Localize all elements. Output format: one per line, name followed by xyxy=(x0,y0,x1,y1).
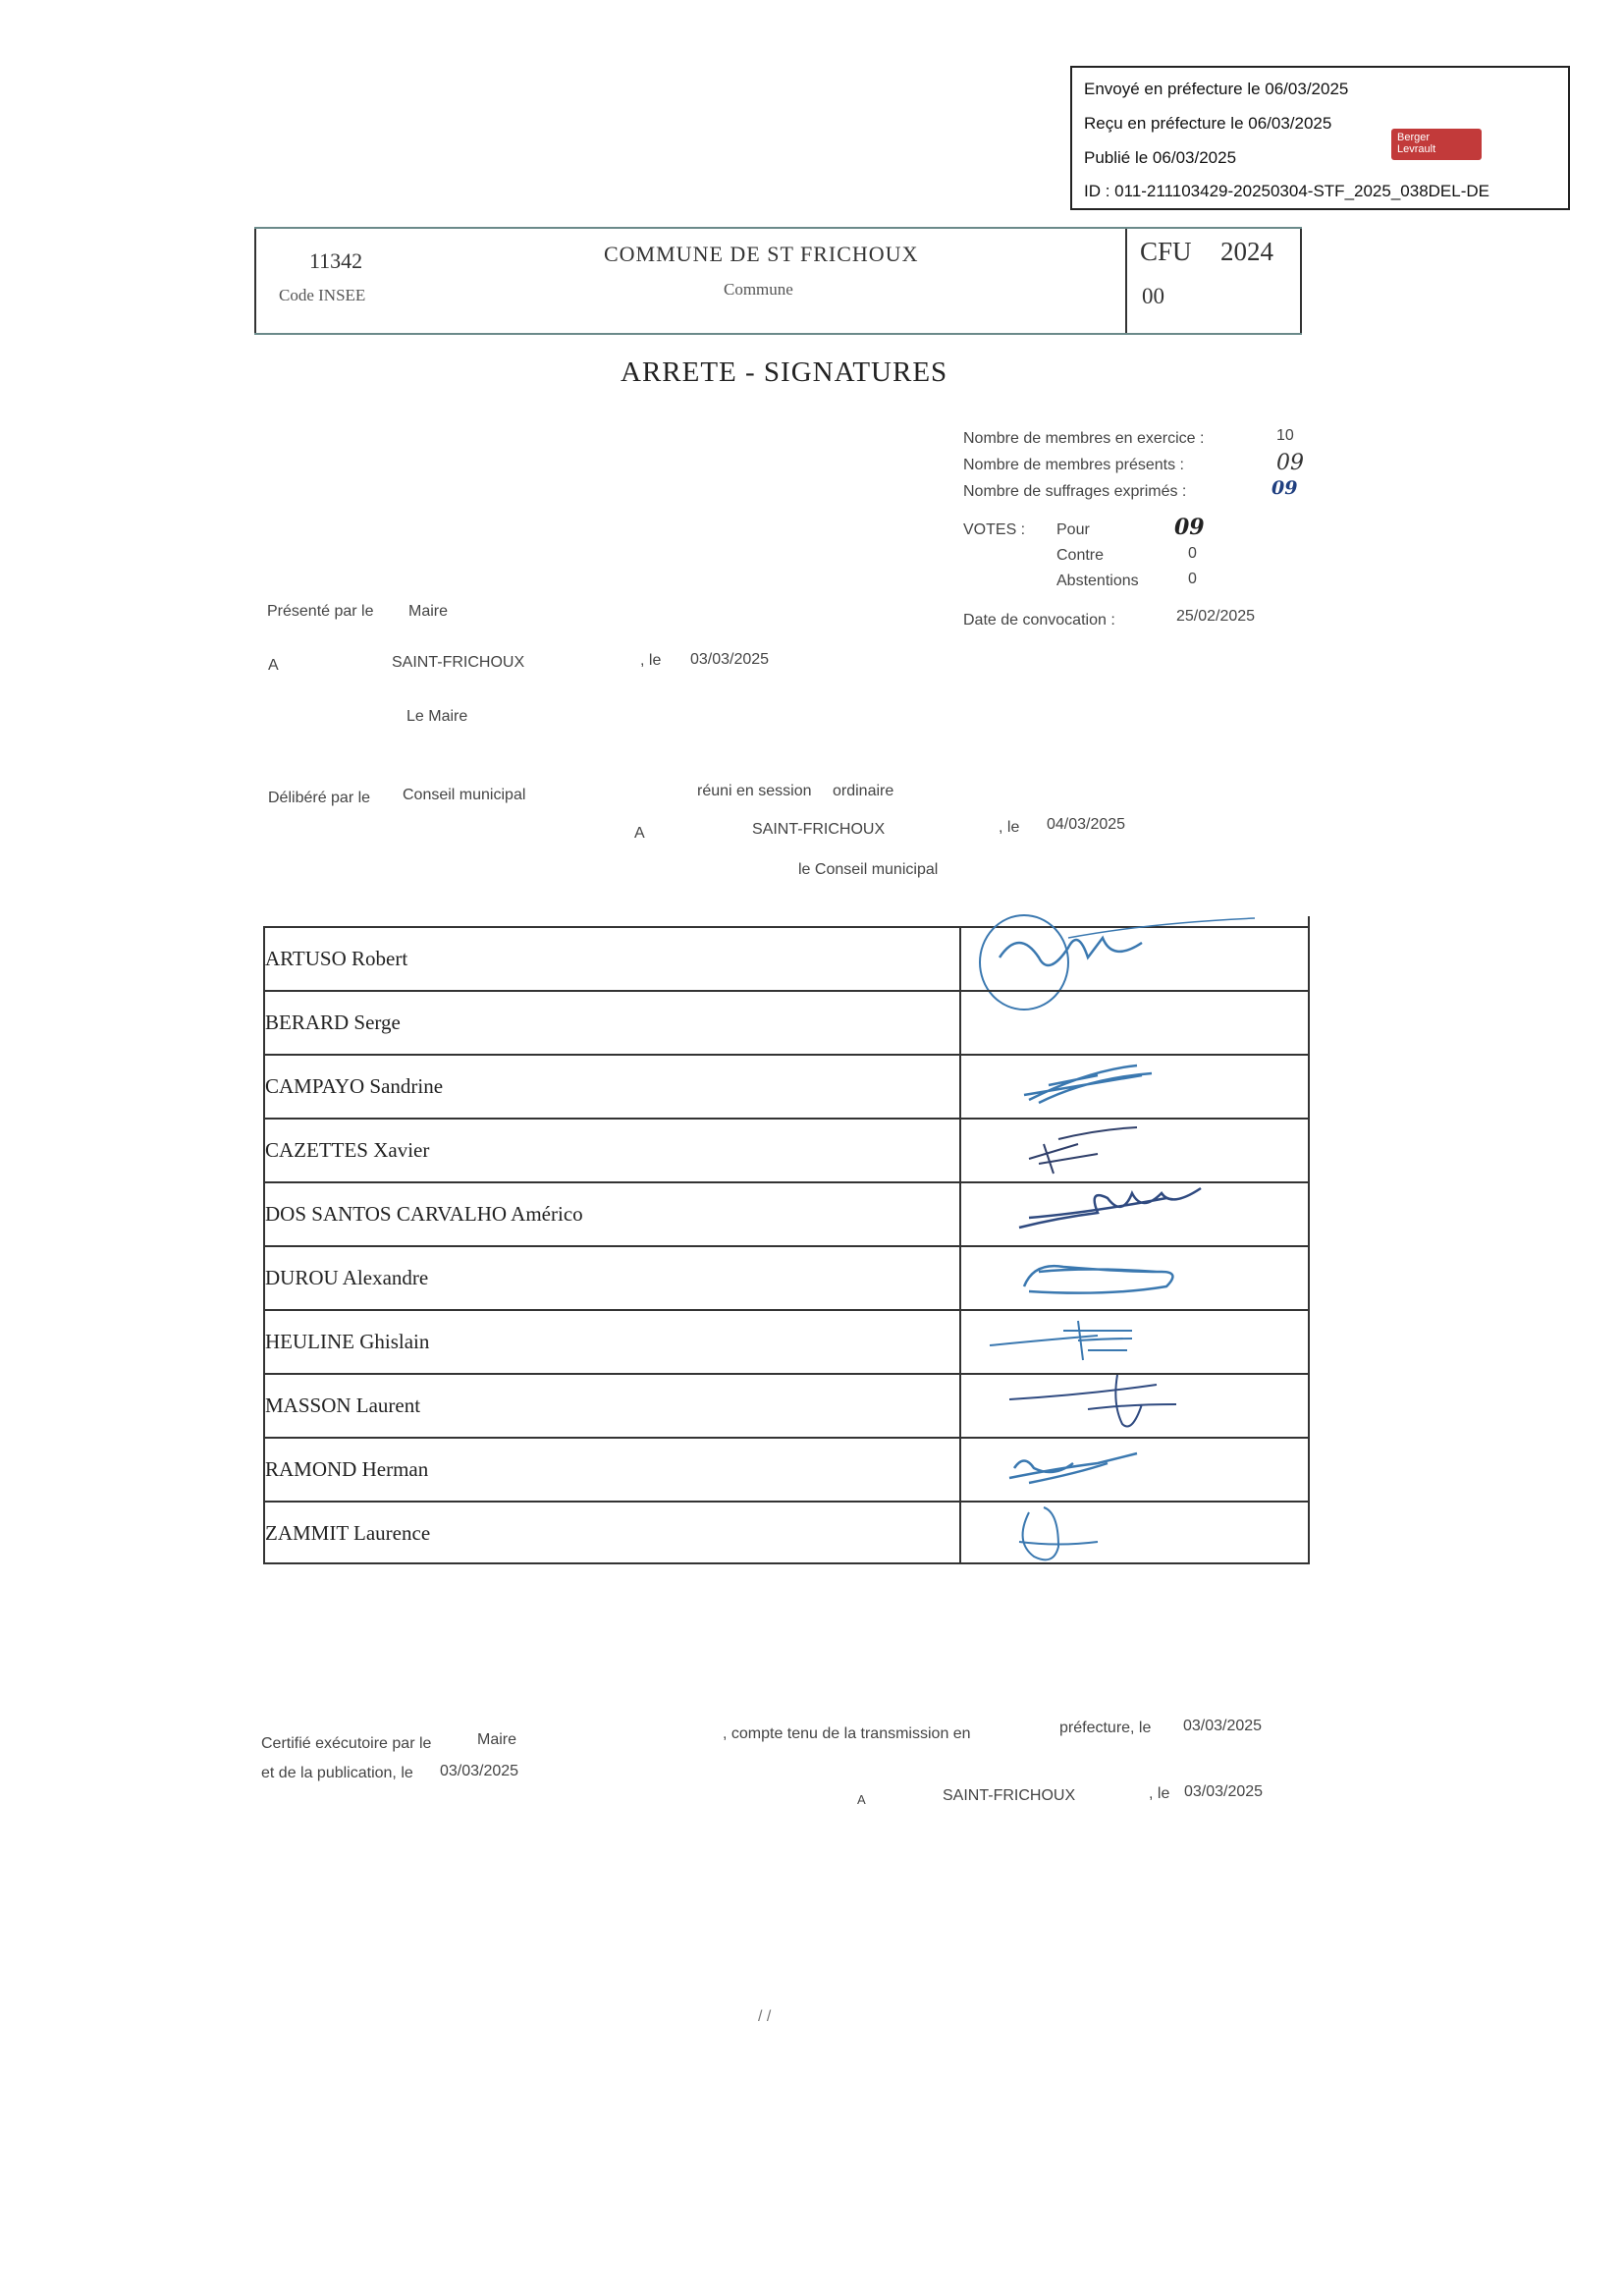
publication-label: et de la publication, le xyxy=(261,1765,413,1781)
signature-row xyxy=(263,926,1310,990)
signatory-name: MASSON Laurent xyxy=(265,1394,421,1417)
reuni-value: ordinaire xyxy=(833,783,894,799)
presentation-signataire: Le Maire xyxy=(406,708,468,725)
suffrages-label: Nombre de suffrages exprimés : xyxy=(963,483,1187,500)
signatory-name: ARTUSO Robert xyxy=(265,947,408,970)
signatory-name: DUROU Alexandre xyxy=(265,1266,429,1289)
votes-label: VOTES : xyxy=(963,521,1026,538)
signatory-name: RAMOND Herman xyxy=(265,1457,429,1481)
convocation-value: 25/02/2025 xyxy=(1176,608,1256,625)
membres-exercice-value: 10 xyxy=(1276,427,1294,444)
presente-value: Maire xyxy=(408,603,449,620)
deliberation-le-label: , le xyxy=(999,819,1020,836)
footer-le-label: , le xyxy=(1149,1785,1170,1802)
signature-zammit xyxy=(970,1503,1304,1564)
signatory-name: ZAMMIT Laurence xyxy=(265,1521,431,1545)
signature-row xyxy=(263,1501,1310,1564)
footer-a-label: A xyxy=(857,1792,866,1807)
abstentions-value: 0 xyxy=(1188,571,1197,587)
footer-date: 03/03/2025 xyxy=(1184,1783,1264,1800)
prefecture-label: préfecture, le xyxy=(1059,1720,1152,1736)
suffrages-value: 09 xyxy=(1271,477,1298,499)
page-number-mark: / / xyxy=(758,2008,772,2025)
certifie-value: Maire xyxy=(477,1731,517,1748)
handwritten-signature-9 xyxy=(970,1439,1304,1501)
signature-row xyxy=(263,990,1310,1054)
stamp-publie: Publié le 06/03/2025 xyxy=(1084,148,1237,167)
signature-dos-santos xyxy=(970,1183,1304,1245)
handwritten-signature-1 xyxy=(970,928,1304,990)
header-left-border xyxy=(254,229,256,333)
presentation-le-label: , le xyxy=(640,652,662,669)
handwritten-signature-8 xyxy=(970,1375,1304,1437)
presentation-place: SAINT-FRICHOUX xyxy=(392,654,525,671)
footer-place: SAINT-FRICHOUX xyxy=(943,1787,1076,1804)
signature-durou xyxy=(970,1247,1304,1309)
pour-value: 09 xyxy=(1174,515,1205,540)
commune-name: COMMUNE DE ST FRICHOUX xyxy=(604,242,919,266)
prefecture-stamp xyxy=(1070,66,1570,210)
doc-year: 2024 xyxy=(1220,237,1273,266)
signature-row xyxy=(263,1181,1310,1245)
signatory-name: DOS SANTOS CARVALHO Américo xyxy=(265,1202,583,1226)
signature-row xyxy=(263,1118,1310,1181)
signature-masson xyxy=(970,1375,1304,1437)
publication-date: 03/03/2025 xyxy=(440,1763,519,1779)
deliberation-date: 04/03/2025 xyxy=(1047,816,1126,833)
signatory-name: CAZETTES Xavier xyxy=(265,1138,430,1162)
handwritten-signature-6 xyxy=(970,1247,1304,1309)
signature-ramond xyxy=(970,1439,1304,1501)
commune-header xyxy=(254,227,1302,335)
berger-levrault-logo: Berger Levrault xyxy=(1391,129,1482,160)
contre-value: 0 xyxy=(1188,545,1197,562)
signature-artuso xyxy=(970,928,1304,990)
signature-campayo xyxy=(970,1056,1304,1118)
handwritten-signature-5 xyxy=(970,1183,1304,1245)
prefecture-date: 03/03/2025 xyxy=(1183,1718,1263,1734)
membres-exercice-label: Nombre de membres en exercice : xyxy=(963,430,1205,447)
convocation-label: Date de convocation : xyxy=(963,612,1115,629)
signature-cazettes xyxy=(970,1120,1304,1181)
presentation-a-label: A xyxy=(268,657,279,674)
membres-presents-label: Nombre de membres présents : xyxy=(963,457,1184,473)
signature-heuline xyxy=(970,1311,1304,1373)
certifie-label: Certifié exécutoire par le xyxy=(261,1735,432,1752)
deliberation-a-label: A xyxy=(634,825,645,842)
handwritten-signature-3 xyxy=(970,1056,1304,1118)
deliberation-signataire: le Conseil municipal xyxy=(798,861,939,878)
pour-label: Pour xyxy=(1056,521,1090,538)
insee-label: Code INSEE xyxy=(279,286,366,304)
handwritten-signature-4 xyxy=(970,1120,1304,1181)
signature-row xyxy=(263,1245,1310,1309)
contre-label: Contre xyxy=(1056,547,1105,564)
doc-version: 00 xyxy=(1142,284,1164,308)
signature-row xyxy=(263,1373,1310,1437)
signature-table xyxy=(263,926,1310,1564)
insee-code: 11342 xyxy=(309,248,363,273)
presentation-date: 03/03/2025 xyxy=(690,651,770,668)
signature-row xyxy=(263,1054,1310,1118)
handwritten-signature-10 xyxy=(970,1503,1304,1564)
signatory-name: BERARD Serge xyxy=(265,1011,401,1034)
doc-code: CFU xyxy=(1140,237,1192,266)
signatory-name: CAMPAYO Sandrine xyxy=(265,1074,444,1098)
signature-berard-empty xyxy=(970,992,1304,1054)
page-title: ARRETE - SIGNATURES xyxy=(621,356,948,388)
stamp-id: ID : 011-211103429-20250304-STF_2025_038DEL-DE xyxy=(1084,182,1490,200)
deliberation-place: SAINT-FRICHOUX xyxy=(752,821,886,838)
presente-label: Présenté par le xyxy=(267,603,374,620)
signatory-name: HEULINE Ghislain xyxy=(265,1330,430,1353)
membres-presents-value: 09 xyxy=(1276,451,1304,475)
stamp-envoye: Envoyé en préfecture le 06/03/2025 xyxy=(1084,80,1349,98)
signature-row xyxy=(263,1437,1310,1501)
handwritten-signature-7 xyxy=(970,1311,1304,1373)
signature-row xyxy=(263,1309,1310,1373)
delibere-label: Délibéré par le xyxy=(268,790,371,806)
stamp-recu: Reçu en préfecture le 06/03/2025 xyxy=(1084,114,1332,133)
delibere-value: Conseil municipal xyxy=(403,787,526,803)
compte-label: , compte tenu de la transmission en xyxy=(723,1725,971,1742)
abstentions-label: Abstentions xyxy=(1056,573,1139,589)
reuni-label: réuni en session xyxy=(697,783,812,799)
header-right-border xyxy=(1300,229,1302,333)
header-divider xyxy=(1125,229,1127,333)
commune-label: Commune xyxy=(724,280,793,299)
